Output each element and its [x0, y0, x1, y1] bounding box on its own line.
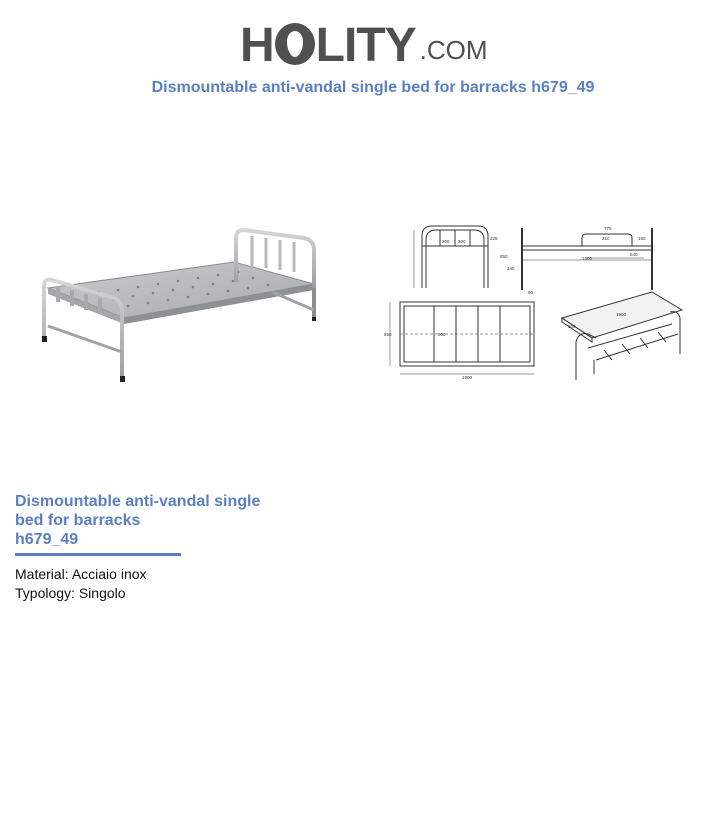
dim-label: 850: [384, 332, 392, 337]
dim-label: 300: [458, 239, 466, 244]
product-title-line: bed for barracks: [15, 512, 141, 529]
dim-label: 1900: [582, 256, 593, 261]
spec-value: Singolo: [78, 585, 126, 601]
dim-label: 1900: [462, 375, 473, 380]
product-title: [15, 492, 275, 549]
dim-label: 850: [500, 254, 508, 259]
product-title-line: Dismountable anti-vandal single: [15, 493, 261, 510]
dim-label: 190: [638, 236, 646, 241]
page-title: Dismountable anti-vandal single bed for barracks h679_49: [151, 79, 595, 96]
dim-label: 540: [630, 252, 638, 257]
spec-label: Typology:: [15, 585, 75, 601]
logo-o-mark: [275, 23, 315, 65]
logo-domain: .COM: [419, 35, 488, 65]
holity-logo[interactable]: [240, 14, 488, 70]
product-code: h679_49: [15, 531, 79, 548]
dim-label: 900: [438, 332, 446, 337]
dim-label: 600: [568, 324, 576, 329]
spec-typology: [15, 585, 126, 601]
spec-material: [15, 566, 147, 582]
title-divider: [15, 553, 181, 556]
spec-value: Acciaio inox: [71, 566, 147, 582]
dim-label: 210: [602, 236, 610, 241]
dim-label: 225: [490, 236, 498, 241]
dim-label: 775: [604, 226, 612, 231]
logo-wordmark: H LITY: [240, 19, 416, 72]
technical-drawing: [382, 218, 694, 390]
product-photo-bed: [38, 222, 322, 388]
dim-label: 60: [528, 290, 534, 295]
dim-label: 1900: [616, 312, 627, 317]
spec-label: Material:: [15, 566, 69, 582]
dim-label: 340: [507, 266, 515, 271]
dim-label: 300: [442, 239, 450, 244]
